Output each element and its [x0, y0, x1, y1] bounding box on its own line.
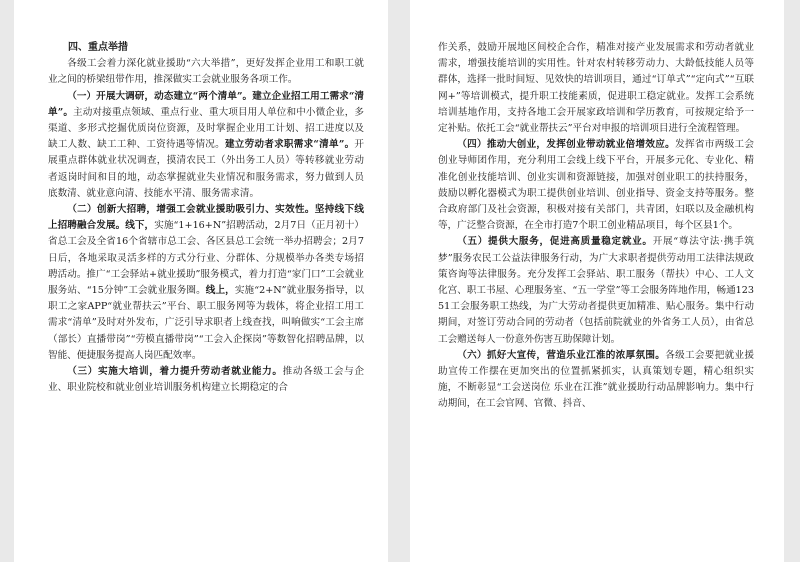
- section-heading: 四、重点举措: [68, 42, 128, 53]
- paragraph-section-4: [438, 137, 754, 234]
- paragraph-section-6: [438, 348, 754, 413]
- section-4-body: 发挥省市两级工会创业导师团作用，充分利用工会线上线下平台，开展多元化、专业化、精准化创业技能培训、创业实训和资源链接，加强对创业职工的扶持服务，鼓励以孵化器模式为职工提供创业培训、创业指导、资金支持等服务。整合政府部门及社会资源，积极对接有关部门，共青团，妇联以及金融机构等，广泛整合资源，在全市打造7个职工创业精品项目，每个区县1个。: [438, 139, 755, 232]
- section-1-subtitle: 建立劳动者求职需求“清单”。: [224, 139, 355, 151]
- section-1-body: 主动对接重点领域、重点行业、重大项目用人单位和中小微企业，多渠道、多形式挖掘优质岗位资源，及时掌握企业用工计划、招工进度以及缺工人数、缺工工种、工资待遇等情况。: [48, 106, 364, 151]
- section-5-title: （五）提供大服务，促进高质量稳定就业。: [457, 236, 653, 248]
- section-4-title: （四）推动大创业，发挥创业带动就业倍增效应。: [457, 139, 676, 151]
- section-1-title: （一）开展大调研，动态建立“两个清单”。建立企业招工用工需求“清单”。: [48, 90, 364, 118]
- section-2-body: 实施“1+16+N”招聘活动，2月7日（正月初十）省总工会及全省16个省辖市总工会、各区县总工会统一举办招聘会；2月7日后，各地采取灵活多样的方式分行业、分群体、分规模举办各类专场招聘活动。推广“工会驿站+就业援助”服务模式，着力打造“家门口”工会就业服务站、“15分钟”工会就业服务圈。: [48, 220, 364, 297]
- paragraph-section-5: [438, 234, 754, 347]
- paragraph-section-2: [48, 202, 364, 364]
- left-page: [14, 0, 388, 562]
- right-page: [410, 0, 784, 562]
- section-6-body: 各级工会要把就业援助宣传工作摆在更加突出的位置抓紧抓实，认真策划专题，精心组织实施，不断彰显“工会送岗位 乐业在江淮”就业援助行动品牌影响力。集中行动期间，在工会官网、官微、抖音、: [438, 349, 755, 410]
- paragraph-section-3: [48, 364, 364, 396]
- section-2-subtitle: 线上，: [205, 285, 235, 297]
- paragraph-section-1: [48, 89, 364, 202]
- section-5-body: 开展“尊法守法·携手筑梦”服务农民工公益法律服务行动，为广大求职者提供劳动用工法律法规政策咨询等法律服务。充分发挥工会驿站、职工服务（帮扶）中心、工人文化宫、职工书屋、心理服务室、“五一学堂”等工会服务阵地作用，畅通12351工会服务职工热线，为广大劳动者提供更加精准、贴心服务。集中行动期间，对签订劳动合同的劳动者（包括前院就业的外省务工人员），由省总工会赠送每人一份意外伤害互助保障计划。: [438, 236, 754, 345]
- section-3-body: 推动各级工会与企业、职业院校和就业创业培训服务机构建立长期稳定的合: [48, 366, 365, 394]
- section-2-title: （二）创新大招聘，增强工会就业援助吸引力、实效性。坚持线下线上招聘融合发展。线下，: [48, 204, 364, 232]
- section-6-title: （六）抓好大宣传，营造乐业江淮的浓厚氛围。: [457, 349, 666, 361]
- section-3-title: （三）实施大培训，着力提升劳动者就业能力。: [67, 366, 283, 378]
- section-1-body-2: 开展重点群体就业状况调查，摸清农民工（外出务工人员）等转移就业劳动者返岗时间和目的地，动态掌握就业失业情况和服务需求，努力做到人员底数清、就业意向清、技能水平清、服务需求清。: [48, 139, 364, 199]
- section-2-body-2: 实施“2+N”就业服务指导，以职工之家APP“就业帮扶云”平台、职工服务网等为载体，将企业招工用工需求“清单”及时对外发布，广泛引导求职者上线查找，叫响做实“工会主席（部长）直播带岗”“劳模直播带岗”“工会入企探岗”等数智化招聘品牌，以智能、便捷服务提高人岗匹配效率。: [48, 285, 365, 361]
- continuation-paragraph: 作关系，鼓励开展地区间校企合作，精准对接产业发展需求和劳动者就业需求，增强技能培训的实用性。针对农村转移劳动力、大龄低技能人员等群体，选择一批时间短、见效快的培训项目，通过“订单式”“定向式”“互联网+”等培训模式，提升职工技能素质，促进职工稳定就业。发挥工会系统培训基地作用，支持各地工会开展家政培训和学历教育，可按规定给予一定补贴。依托工会“就业帮扶云”平台对申报的培训项目进行全流程管理。: [438, 42, 754, 135]
- intro-paragraph: 各级工会着力深化就业援助“六大举措”，更好发挥企业用工和职工就业之间的桥梁纽带作用，推深做实工会就业服务各项工作。: [48, 58, 364, 86]
